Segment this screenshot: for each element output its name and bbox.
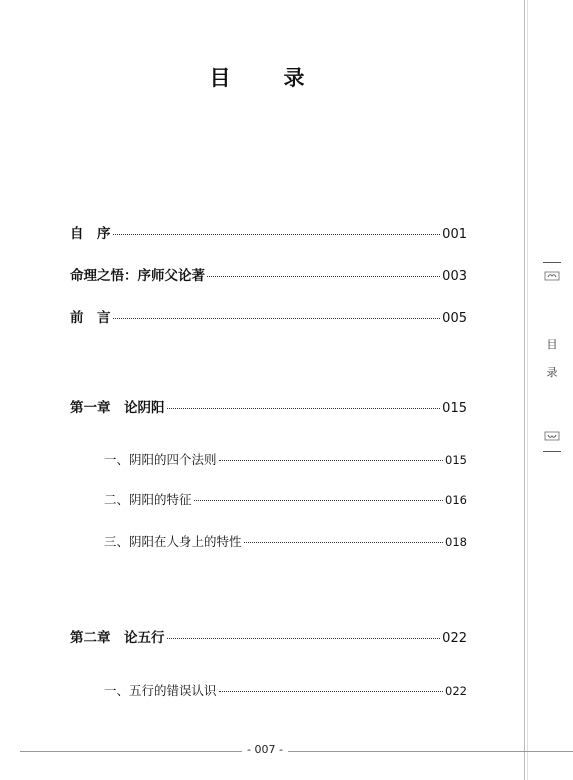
cloud-ornament-bottom-icon bbox=[543, 428, 561, 444]
toc-entry-chapter-1-section-2[interactable] bbox=[104, 490, 467, 508]
toc-entry-page: 016 bbox=[445, 493, 467, 507]
toc-entry-preface[interactable] bbox=[70, 222, 467, 242]
toc-entry-page: 015 bbox=[445, 453, 467, 467]
toc-entry-label: 第一章 论阴阳 bbox=[70, 400, 165, 416]
toc-entry-page: 022 bbox=[442, 631, 467, 646]
toc-entry-page: 001 bbox=[442, 227, 467, 242]
side-tab-bottom-line bbox=[543, 451, 561, 452]
toc-entry-page: 022 bbox=[445, 684, 467, 698]
toc-entry-page: 015 bbox=[442, 401, 467, 416]
page-edge-rule bbox=[524, 0, 525, 780]
toc-entry-label: 一、五行的错误认识 bbox=[104, 683, 217, 698]
toc-entry-label: 三、阴阳在人身上的特性 bbox=[104, 534, 242, 549]
toc-leader-dots bbox=[167, 407, 441, 409]
toc-entry-chapter-2-section-1[interactable] bbox=[104, 681, 467, 699]
toc-entry-label: 自 序 bbox=[70, 226, 111, 242]
toc-entry-chapter-1-section-3[interactable] bbox=[104, 532, 467, 550]
toc-leader-dots bbox=[207, 275, 440, 277]
toc-entry-chapter-2[interactable] bbox=[70, 626, 467, 646]
footer-rule-left bbox=[20, 751, 242, 752]
page-title: 目 录 bbox=[209, 66, 321, 90]
footer-rule-right bbox=[288, 751, 573, 752]
toc-entry-chapter-1-section-1[interactable] bbox=[104, 450, 467, 468]
toc-entry-chapter-1[interactable] bbox=[70, 396, 467, 416]
page-edge-rule-inner bbox=[527, 0, 528, 780]
side-tab-char-2: 录 bbox=[546, 366, 558, 379]
toc-leader-dots bbox=[219, 690, 444, 692]
toc-entry-label: 前 言 bbox=[70, 310, 111, 326]
toc-entry-label: 二、阴阳的特征 bbox=[104, 492, 192, 507]
toc-leader-dots bbox=[244, 541, 444, 543]
toc-entry-page: 003 bbox=[442, 269, 467, 284]
toc-entry-label: 命理之悟：序师父论著 bbox=[70, 268, 205, 284]
toc-entry-label: 一、阴阳的四个法则 bbox=[104, 452, 217, 467]
toc-entry-foreword[interactable] bbox=[70, 306, 467, 326]
toc-leader-dots bbox=[219, 459, 444, 461]
page-number: - 007 - bbox=[247, 743, 283, 756]
toc-leader-dots bbox=[167, 637, 441, 639]
toc-entry-page: 005 bbox=[442, 311, 467, 326]
toc-entry-page: 018 bbox=[445, 535, 467, 549]
side-tab-char-1: 目 bbox=[546, 338, 558, 351]
side-tab-top-line bbox=[543, 262, 561, 263]
toc-leader-dots bbox=[194, 499, 444, 501]
toc-leader-dots bbox=[113, 233, 441, 235]
toc-leader-dots bbox=[113, 317, 441, 319]
toc-entry-label: 第二章 论五行 bbox=[70, 630, 165, 646]
toc-entry-essay[interactable] bbox=[70, 264, 467, 284]
cloud-ornament-top-icon bbox=[543, 268, 561, 284]
